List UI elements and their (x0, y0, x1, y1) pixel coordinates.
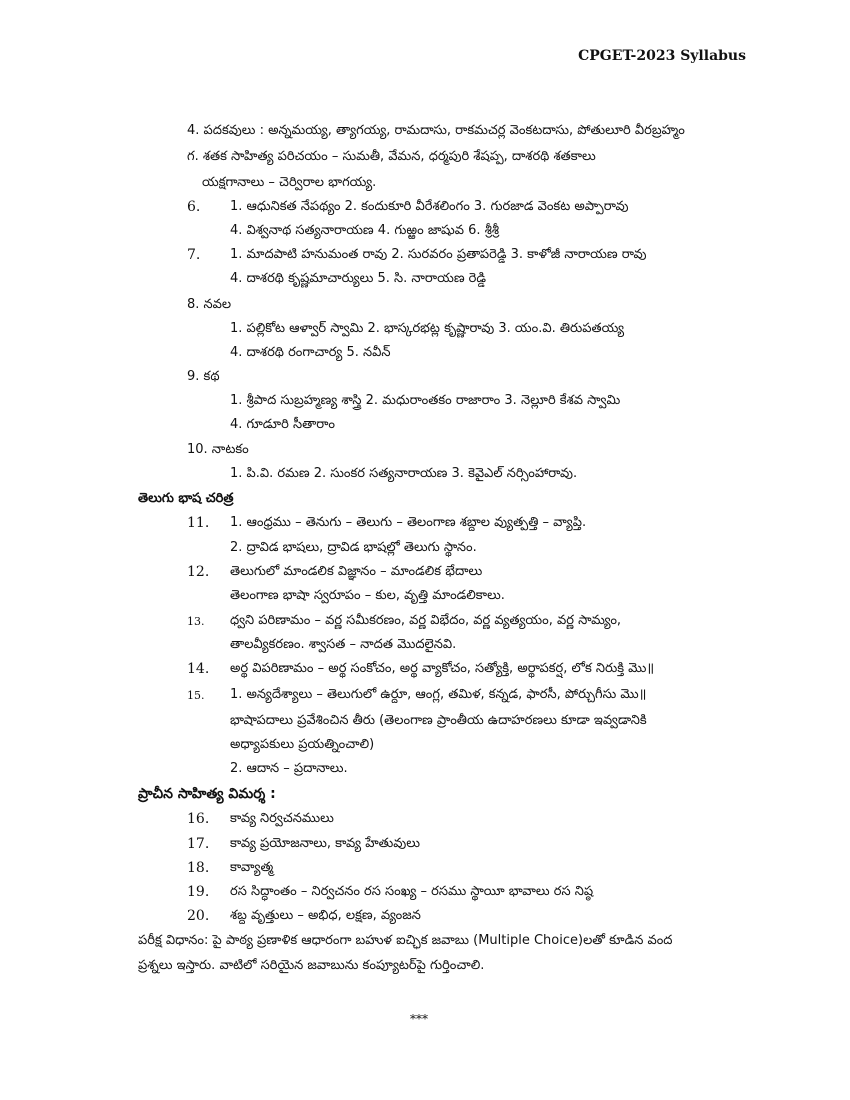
line-yakshaganalu: యక్షగానాలు – చెర్విరాల భాగయ్య. (202, 175, 377, 190)
line-kavyatma: కావ్యాత్మ (230, 860, 274, 875)
exam-pattern-line-2: ప్రశ్నలు ఇస్తారు. వాటిలో సరియైన జవాబును కంప్యూటర్‌పై గుర్తించాలి. (138, 958, 485, 973)
end-marker: *** (410, 1012, 428, 1026)
line-shataka: గ. శతక సాహిత్య పరిచయం – సుమతీ, వేమన, ధర్మపురి శేషప్ప, దాశరథి శతకాలు (187, 149, 596, 164)
item-number: 11. (187, 515, 210, 531)
line-andhramu: 1. ఆంధ్రము – తెనుగు – తెలుగు – తెలంగాణ శబ్దాల వ్యుత్పత్తి – వ్యాప్తి. (230, 515, 587, 530)
item-number: 20. (187, 908, 210, 924)
line-adhyapakulu: అధ్యాపకులు ప్రయత్నించాలి) (230, 737, 375, 752)
line-katha-1: 1. శ్రీపాద సుబ్రహ్మణ్య శాస్త్రి 2. మధురాంతకం రాజారాం 3. నెల్లూరి కేశవ స్వామి (230, 393, 621, 408)
line-madapati: 1. మాదపాటి హనుమంత రావు 2. సురవరం ప్రతాపరెడ్డి 3. కాళోజీ నారాయణ రావు (230, 247, 647, 262)
line-adana: 2. ఆదాన – ప్రదానాలు. (230, 761, 348, 776)
line-vishwanatha: 4. విశ్వనాథ సత్యనారాయణ 4. గుఱ్ఱం జాషువ 6. శ్రీశ్రీ (230, 223, 499, 238)
item-number: 12. (187, 564, 210, 580)
item-number: 18. (187, 860, 210, 876)
line-natakam-1: 1. పి.వి. రమణ 2. సుంకర సత్యనారాయణ 3. కెవైఎల్ నర్సింహారావు. (230, 466, 578, 481)
line-artha: అర్థ విపరిణామం – అర్థ సంకోచం, అర్థ వ్యాకోచం, సత్యోక్తి, అర్థాపకర్ష, లోక నిరుక్తి మొ॥ (230, 661, 655, 676)
item-number: 19. (187, 884, 210, 900)
line-padakavulu: 4. పదకవులు : అన్నమయ్య, త్యాగయ్య, రామదాసు, రాకమచర్ల వెంకటదాసు, పోతులూరి వీరబ్రహ్మం (187, 123, 685, 138)
exam-pattern-line-1: పరీక్ష విధానం: పై పాఠ్య ప్రణాళిక ఆధారంగా బహుళ ఐచ్ఛిక జవాబు (Multiple Choice)లతో కూడిన వంద (138, 933, 673, 948)
item-number: 14. (187, 661, 210, 677)
line-natakam: 10. నాటకం (187, 442, 249, 457)
item-number: 13. (187, 615, 205, 628)
line-navala-1: 1. పల్లికోట ఆళ్వార్ స్వామి 2. భాస్కరభట్ల కృష్ణారావు 3. యం.వి. తిరుపతయ్య (230, 321, 625, 336)
line-katha-2: 4. గూడూరి సీతారాం (230, 417, 335, 432)
page-header: CPGET-2023 Syllabus (578, 48, 746, 64)
item-number: 17. (187, 836, 210, 852)
line-kavya-nirvachanam: కావ్య నిర్వచనములు (230, 811, 334, 826)
line-adhunikata: 1. ఆధునికత నేపథ్యం 2. కందుకూరి వీరేశలింగం 3. గురజాడ వెంకట అప్పారావు (230, 199, 629, 214)
item-number: 15. (187, 689, 205, 702)
line-rasa: రస సిద్ధాంతం – నిర్వచనం రస సంఖ్య – రసము స్థాయీ భావాలు రస నిష్ఠ (230, 884, 594, 899)
line-dravida: 2. ద్రావిడ భాషలు, ద్రావిడ భాషల్లో తెలుగు స్థానం. (230, 540, 477, 555)
line-bhashapadalu: భాషాపదాలు ప్రవేశించిన తీరు (తెలంగాణ ప్రాంతీయ ఉదాహరణలు కూడా ఇవ్వడానికి (230, 713, 647, 728)
section-heading-bhasha-charitra: తెలుగు భాష చరిత్ర (138, 491, 234, 506)
line-kavya-prayojanalu: కావ్య ప్రయోజనాలు, కావ్య హేతువులు (230, 836, 420, 851)
line-mandalika: తెలుగులో మాండలిక విజ్ఞానం – మాండలిక భేదాలు (230, 564, 483, 579)
line-telangana-bhasha: తెలంగాణ భాషా స్వరూపం – కుల, వృత్తి మాండలికాలు. (230, 588, 505, 603)
line-dhwani: ధ్వని పరిణామం – వర్ణ సమీకరణం, వర్ణ విభేదం, వర్ణ వ్యత్యయం, వర్ణ సామ్యం, (230, 613, 622, 628)
line-talavyikaranam: తాలవ్యీకరణం. శ్వాసత – నాదత మొదలైనవి. (230, 637, 457, 652)
line-dasharathi: 4. దాశరథి కృష్ణమాచార్యులు 5. సి. నారాయణ రెడ్డి (230, 271, 487, 286)
line-anyadeshyalu: 1. అన్యదేశ్యాలు – తెలుగులో ఉర్దూ, ఆంగ్ల, తమిళ, కన్నడ, ఫారసీ, పోర్చుగీసు మొ॥ (230, 687, 647, 702)
item-number: 7. (187, 247, 201, 263)
line-navala-2: 4. దాశరథి రంగాచార్య 5. నవీన్ (230, 345, 391, 360)
line-shabda-vruttulu: శబ్ద వృత్తులు – అభిధ, లక్షణ, వ్యంజన (230, 908, 421, 923)
line-navala: 8. నవల (187, 297, 232, 312)
section-heading-prachina-vimarsha: ప్రాచీన సాహిత్య విమర్శ : (138, 786, 276, 802)
line-katha: 9. కథ (187, 369, 220, 384)
item-number: 6. (187, 199, 201, 215)
item-number: 16. (187, 811, 210, 827)
